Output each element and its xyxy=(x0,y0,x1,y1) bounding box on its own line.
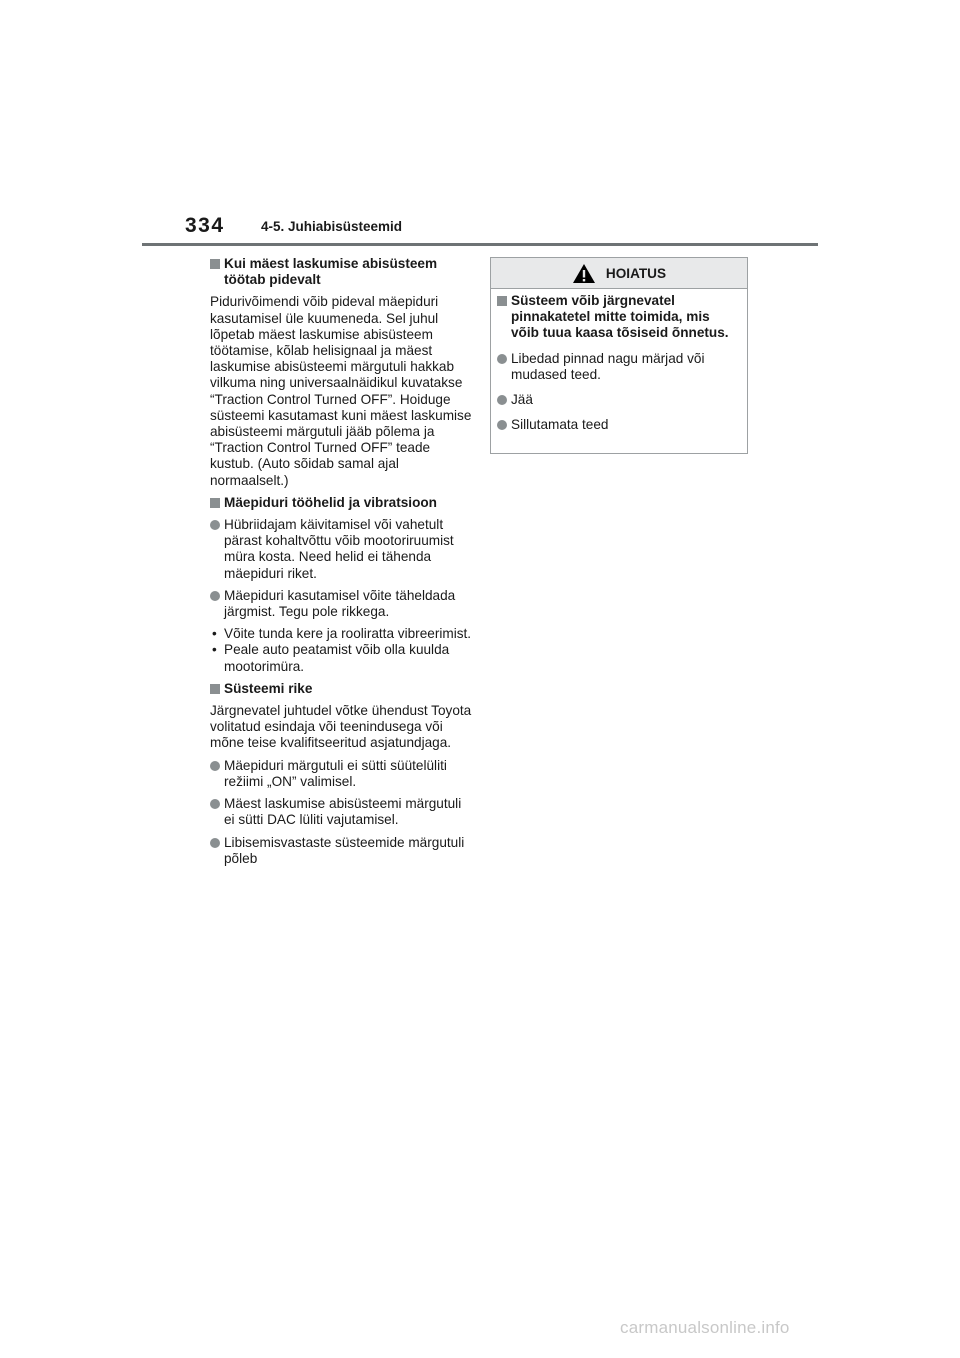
page-number: 334 xyxy=(185,214,225,237)
bullet-dot-icon xyxy=(210,520,220,530)
header-rule xyxy=(142,243,818,246)
warning-box xyxy=(490,257,748,454)
list-item-text: Libisemisvastaste süsteemide märgutuli põleb xyxy=(224,834,465,866)
list-item-text: Sillutamata teed xyxy=(511,417,609,433)
list-item-text: Libedad pinnad nagu märjad või mudased teed. xyxy=(511,350,705,382)
bullet-dot-icon xyxy=(497,395,507,405)
list-item-text: Jää xyxy=(511,392,533,408)
square-marker-icon xyxy=(210,498,220,508)
sub-bullet-icon: • xyxy=(212,642,217,658)
square-marker-icon xyxy=(210,259,220,269)
heading-toohelid xyxy=(210,495,472,511)
sub-list-item-text: Peale auto peatamist võib olla kuulda mootorimüra. xyxy=(224,642,450,674)
paragraph: Järgnevatel juhtudel võtke ühendust Toyota volitatud esindaja või teenindusega või mõne teise kvalifitseeritud asjatundjaga. xyxy=(210,703,472,751)
warning-triangle-icon xyxy=(572,263,596,284)
list-item xyxy=(210,796,472,828)
sub-list-item xyxy=(210,626,472,642)
square-marker-icon xyxy=(210,684,220,694)
list-item xyxy=(210,588,472,620)
bullet-dot-icon xyxy=(497,420,507,430)
list-item xyxy=(210,835,472,867)
list-item xyxy=(497,351,739,383)
warning-title: HOIATUS xyxy=(605,265,667,281)
list-item xyxy=(497,392,739,408)
watermark: carmanualsonline.info xyxy=(620,1318,790,1337)
list-item xyxy=(210,517,472,582)
bullet-dot-icon xyxy=(497,354,507,364)
heading-pidev-kasutus xyxy=(210,256,472,288)
sub-list-item-text: Võite tunda kere ja rooliratta vibreerimist. xyxy=(224,626,472,642)
left-column xyxy=(210,256,472,873)
list-item-text: Hübriidajam käivitamisel või vahetult pärast kohaltvõttu võib mootoriruumist müra kosta. Need helid ei tähenda mäepiduri riket. xyxy=(224,517,454,581)
section-title: 4-5. Juhiabisüsteemid xyxy=(261,219,403,234)
bullet-dot-icon xyxy=(210,799,220,809)
heading-text: Süsteemi rike xyxy=(224,680,313,696)
heading-text: Süsteem võib järgnevatel pinnakatetel mitte toimida, mis võib tuua kaasa tõsiseid õnnetus. xyxy=(511,293,729,341)
paragraph: Pidurivõimendi võib pideval mäepiduri kasutamisel üle kuumeneda. Sel juhul lõpetab mäest laskumise abisüsteem töötamise, kõlab helisignaal ja mäest laskumise abisüsteemi märgutuli hakkab vilkuma ning universaalnäidikul kuvatakse “Traction Control Turned OFF”. Hoiduge süsteemi kasutamast kuni mäest laskumise abisüsteemi märgutuli jääb põlema ja “Traction Control Turned OFF” teade kustub. (Auto sõidab samal ajal normaalselt.) xyxy=(210,294,472,488)
list-item xyxy=(210,758,472,790)
bullet-dot-icon xyxy=(210,761,220,771)
warning-header xyxy=(491,258,747,289)
list-item xyxy=(497,417,739,433)
warning-heading xyxy=(497,293,739,342)
heading-text: Mäepiduri tööhelid ja vibratsioon xyxy=(224,494,437,510)
sub-bullet-icon: • xyxy=(212,626,217,642)
list-item-text: Mäepiduri kasutamisel võite täheldada järgmist. Tegu pole rikkega. xyxy=(224,587,456,620)
heading-susteemi-rike xyxy=(210,681,472,697)
sub-list-item xyxy=(210,642,472,674)
warning-body xyxy=(491,289,747,433)
list-item-text: Mäest laskumise abisüsteemi märgutuli ei sütti DAC lüliti vajutamisel. xyxy=(224,796,462,828)
list-item-text: Mäepiduri märgutuli ei sütti süütelüliti režiimi „ON” valimisel. xyxy=(224,757,447,789)
square-marker-icon xyxy=(497,296,507,306)
heading-text: Kui mäest laskumise abisüsteem töötab pidevalt xyxy=(224,256,438,288)
bullet-dot-icon xyxy=(210,591,220,601)
bullet-dot-icon xyxy=(210,838,220,848)
